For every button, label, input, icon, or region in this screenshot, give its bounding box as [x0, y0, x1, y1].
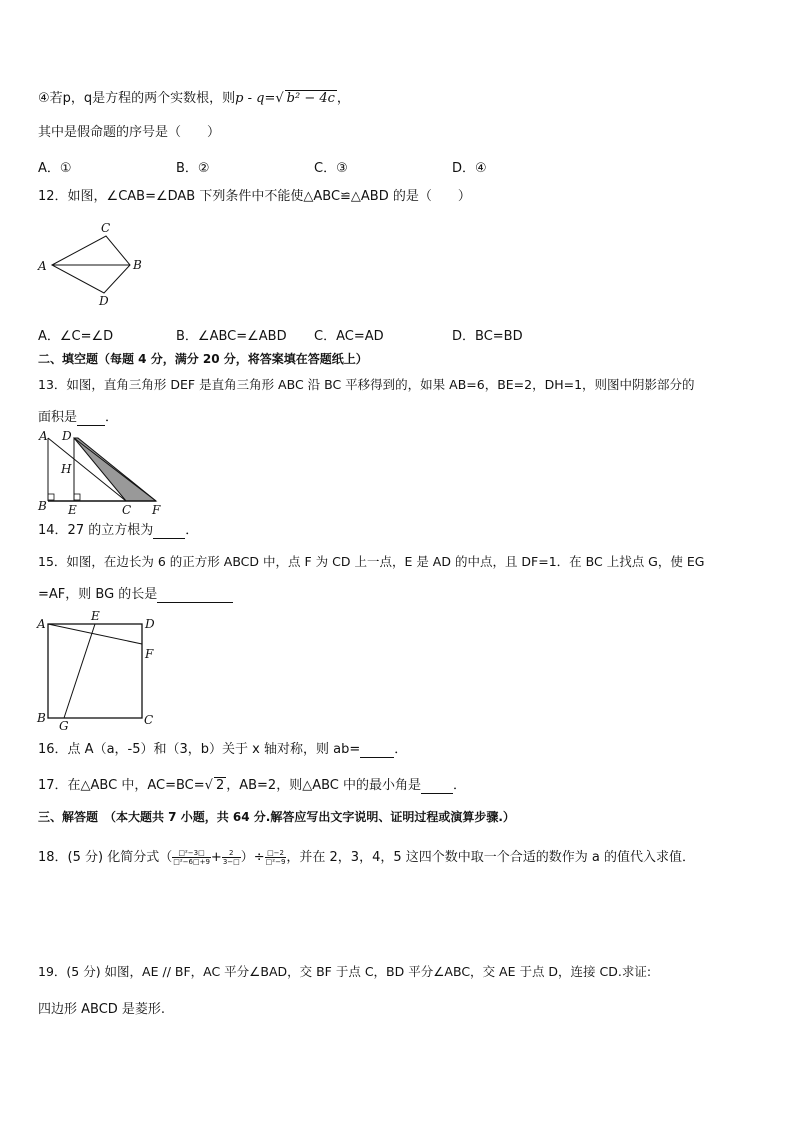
- q14-end: ．: [185, 523, 199, 538]
- section-3-heading: 三、解答题 （本大题共 7 小题，共 64 分.解答应写出文字说明、证明过程或演算步骤.）: [38, 810, 515, 824]
- q11-item4-expr: p - q=: [235, 91, 276, 106]
- q13-label-h: H: [61, 462, 72, 476]
- q15-label-a: A: [37, 617, 46, 631]
- q15-segment-af: [48, 624, 142, 644]
- q13-line2: [38, 409, 118, 426]
- q12-label-a: A: [38, 259, 47, 273]
- q11-item4: [38, 90, 350, 107]
- q13-line2-text: 面积是: [38, 410, 78, 425]
- section-2-heading: 二、填空题（每题 4 分，满分 20 分，将答案填在答题纸上）: [38, 352, 368, 366]
- q15-square-abcd: [48, 624, 142, 718]
- q15-segment-eg: [64, 624, 95, 718]
- q12-option-d: D．BC=BD: [452, 329, 523, 344]
- q12-label-b: B: [133, 258, 142, 272]
- q12-label-c: C: [101, 221, 111, 235]
- q18-f3-numerator: □−2: [265, 849, 287, 858]
- q17-root: 2: [215, 778, 225, 793]
- q18-f1-numerator: □²−3□: [172, 849, 211, 858]
- q15-line2-text: =AF，则 BG 的长是: [38, 587, 158, 602]
- q15-square-figure: [36, 609, 166, 733]
- q17-pre: 17．在△ABC 中，AC=BC=: [38, 778, 205, 793]
- q18-fraction-3: [265, 849, 287, 866]
- q13-label-c: C: [122, 503, 132, 517]
- q14: [38, 522, 198, 539]
- q16-answer-blank: [360, 741, 394, 758]
- q17-end: ．: [452, 778, 466, 793]
- q12-option-c: C．AC=AD: [314, 329, 384, 344]
- q15-label-e: E: [91, 609, 100, 623]
- radical-sign-icon: √: [204, 778, 213, 793]
- q11-option-b: B．②: [176, 161, 210, 176]
- q18-f1-denominator: □²−6□+9: [173, 858, 210, 866]
- q18-f3-denominator: □²−9: [265, 858, 286, 866]
- q16-text: 16．点 A（a，-5）和（3，b）关于 x 轴对称，则 ab=: [38, 742, 361, 757]
- q12-option-b: B．∠ABC=∠ABD: [176, 329, 287, 344]
- q18-fraction-1: [172, 849, 211, 866]
- q16-end: ．: [394, 742, 408, 757]
- q15-label-g: G: [59, 719, 69, 733]
- q12-stem: 12．如图，∠CAB=∠DAB 下列条件中不能使△ABC≌△ABD 的是（ ）: [38, 189, 471, 204]
- q19-line2: 四边形 ABCD 是菱形.: [38, 1002, 166, 1017]
- q13-answer-blank: [77, 409, 105, 426]
- q15-label-b: B: [37, 711, 46, 725]
- q15-label-c: C: [144, 713, 154, 727]
- q15-line2: [38, 586, 233, 603]
- q17: [38, 777, 466, 794]
- q18-divide: ）÷: [240, 850, 265, 865]
- q17-answer-blank: [421, 777, 453, 794]
- q11-item4-text: ④若p，q是方程的两个实数根，则: [38, 91, 236, 106]
- q19-line1: 19．(5 分) 如图，AE // BF，AC 平分∠BAD，交 BF 于点 C，BD 平分∠ABC，交 AE 于点 D，连接 CD.求证:: [38, 964, 652, 979]
- q11-item4-root: b² − 4c: [286, 91, 335, 106]
- q13-right-angle-b: [48, 494, 54, 500]
- q18-f2-numerator: 2: [222, 849, 241, 858]
- q18-pre: 18．(5 分) 化简分式（: [38, 850, 173, 865]
- q13-line1: 13．如图，直角三角形 DEF 是直角三角形 ABC 沿 BC 平移得到的，如果 AB=6，BE=2，DH=1，则图中阴影部分的: [38, 377, 695, 392]
- q14-text: 14．27 的立方根为: [38, 523, 154, 538]
- q18-fraction-2: [222, 849, 241, 866]
- q15-label-d: D: [145, 617, 155, 631]
- q13-triangle-figure: [36, 428, 176, 518]
- q13-label-e: E: [68, 503, 77, 517]
- q11-option-c: C．③: [314, 161, 348, 176]
- q18: [38, 849, 695, 866]
- q13-label-f: F: [152, 503, 161, 517]
- q18-post: ，并在 2，3，4，5 这四个数中取一个合适的数作为 a 的值代入求值．: [286, 850, 695, 865]
- radical-sign-icon: √: [275, 91, 284, 106]
- q11-option-d: D．④: [452, 161, 487, 176]
- q18-plus: +: [210, 850, 222, 865]
- q11-prompt: 其中是假命题的序号是（ ）: [38, 125, 221, 140]
- q13-label-b: B: [38, 499, 47, 513]
- q11-item4-tail: ，: [336, 91, 350, 106]
- q14-answer-blank: [153, 522, 185, 539]
- q13-label-a: A: [39, 429, 48, 443]
- q18-f2-denominator: 3−□: [222, 858, 240, 866]
- q15-answer-blank: [157, 586, 233, 603]
- q13-line2-end: ．: [105, 410, 119, 425]
- q13-label-d: D: [62, 429, 72, 443]
- q15-label-f: F: [145, 647, 154, 661]
- q16: [38, 741, 407, 758]
- q12-label-d: D: [99, 294, 109, 308]
- q17-mid: ，AB=2，则△ABC 中的最小角是: [226, 778, 421, 793]
- q15-line1: 15．如图，在边长为 6 的正方形 ABCD 中，点 F 为 CD 上一点，E 是 AD 的中点，且 DF=1．在 BC 上找点 G，使 EG: [38, 554, 705, 569]
- q12-kite-figure: [36, 220, 156, 310]
- q12-option-a: A．∠C=∠D: [38, 329, 114, 344]
- q11-option-a: A．①: [38, 161, 72, 176]
- q13-right-angle-e: [74, 494, 80, 500]
